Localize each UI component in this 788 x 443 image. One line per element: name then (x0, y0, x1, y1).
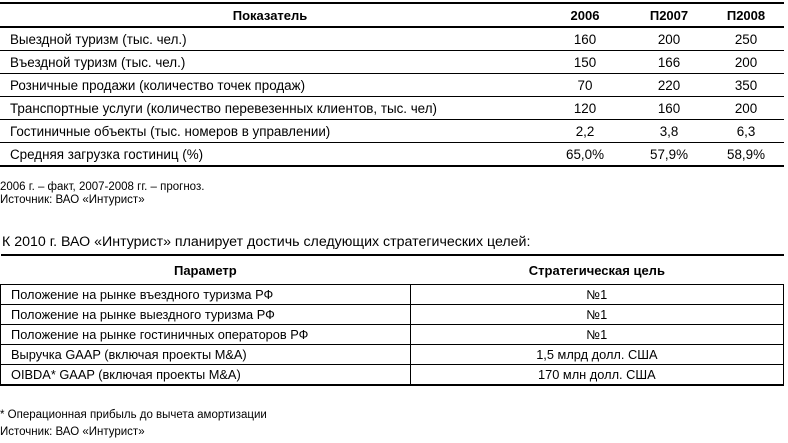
table-row (0, 143, 784, 167)
value-2007: 57,9% (630, 143, 708, 167)
value-2007: 3,8 (630, 120, 708, 143)
footnote: * Операционная прибыль до вычета амортизации (0, 409, 267, 421)
parameter-cell: Положение на рынке выездного туризма РФ (1, 305, 411, 325)
value-2006: 2,2 (540, 120, 630, 143)
forecast-table-header (0, 3, 784, 27)
parameter-cell: Выручка GAAP (включая проекты M&A) (1, 345, 411, 365)
value-2006: 160 (540, 27, 630, 51)
header-indicator: Показатель (0, 3, 540, 27)
strategic-goals-table (0, 254, 784, 386)
table-row (1, 345, 784, 365)
table-row (0, 27, 784, 51)
value-2008: 250 (708, 27, 784, 51)
header-parameter: Параметр (1, 255, 411, 285)
parameter-cell: OIBDA* GAAP (включая проекты M&A) (1, 365, 411, 386)
parameter-cell: Положение на рынке въездного туризма РФ (1, 285, 411, 305)
goal-cell: №1 (410, 285, 783, 305)
table-row (1, 285, 784, 305)
table-row (0, 51, 784, 74)
table-row (0, 120, 784, 143)
value-2006: 150 (540, 51, 630, 74)
source-note: Источник: ВАО «Интурист» (0, 426, 145, 438)
goal-cell: 1,5 млрд долл. США (410, 345, 783, 365)
goal-cell: №1 (410, 325, 783, 345)
forecast-table (0, 2, 784, 167)
value-2008: 200 (708, 97, 784, 120)
value-2006: 70 (540, 74, 630, 97)
forecast-note: 2006 г. – факт, 2007-2008 гг. – прогноз. (0, 181, 205, 193)
row-label: Гостиничные объекты (тыс. номеров в управлении) (0, 120, 540, 143)
table-row (0, 97, 784, 120)
table-row (0, 74, 784, 97)
row-label: Въездной туризм (тыс. чел.) (0, 51, 540, 74)
value-2008: 350 (708, 74, 784, 97)
value-2007: 200 (630, 27, 708, 51)
value-2007: 166 (630, 51, 708, 74)
table-row (1, 325, 784, 345)
header-2007: П2007 (630, 3, 708, 27)
value-2008: 200 (708, 51, 784, 74)
section-heading: К 2010 г. ВАО «Интурист» планирует достичь следующих стратегических целей: (2, 234, 531, 250)
row-label: Средняя загрузка гостиниц (%) (0, 143, 540, 167)
header-2006: 2006 (540, 3, 630, 27)
header-2008: П2008 (708, 3, 784, 27)
parameter-cell: Положение на рынке гостиничных операторов РФ (1, 325, 411, 345)
value-2008: 58,9% (708, 143, 784, 167)
goal-cell: №1 (410, 305, 783, 325)
goals-table-header (1, 255, 784, 285)
value-2006: 120 (540, 97, 630, 120)
table-row (1, 365, 784, 386)
row-label: Выездной туризм (тыс. чел.) (0, 27, 540, 51)
goal-cell: 170 млн долл. США (410, 365, 783, 386)
header-strategic-goal: Стратегическая цель (410, 255, 783, 285)
row-label: Транспортные услуги (количество перевезенных клиентов, тыс. чел) (0, 97, 540, 120)
row-label: Розничные продажи (количество точек продаж) (0, 74, 540, 97)
source-note: Источник: ВАО «Интурист» (0, 194, 145, 206)
value-2007: 220 (630, 74, 708, 97)
table-row (1, 305, 784, 325)
value-2008: 6,3 (708, 120, 784, 143)
value-2007: 160 (630, 97, 708, 120)
value-2006: 65,0% (540, 143, 630, 167)
